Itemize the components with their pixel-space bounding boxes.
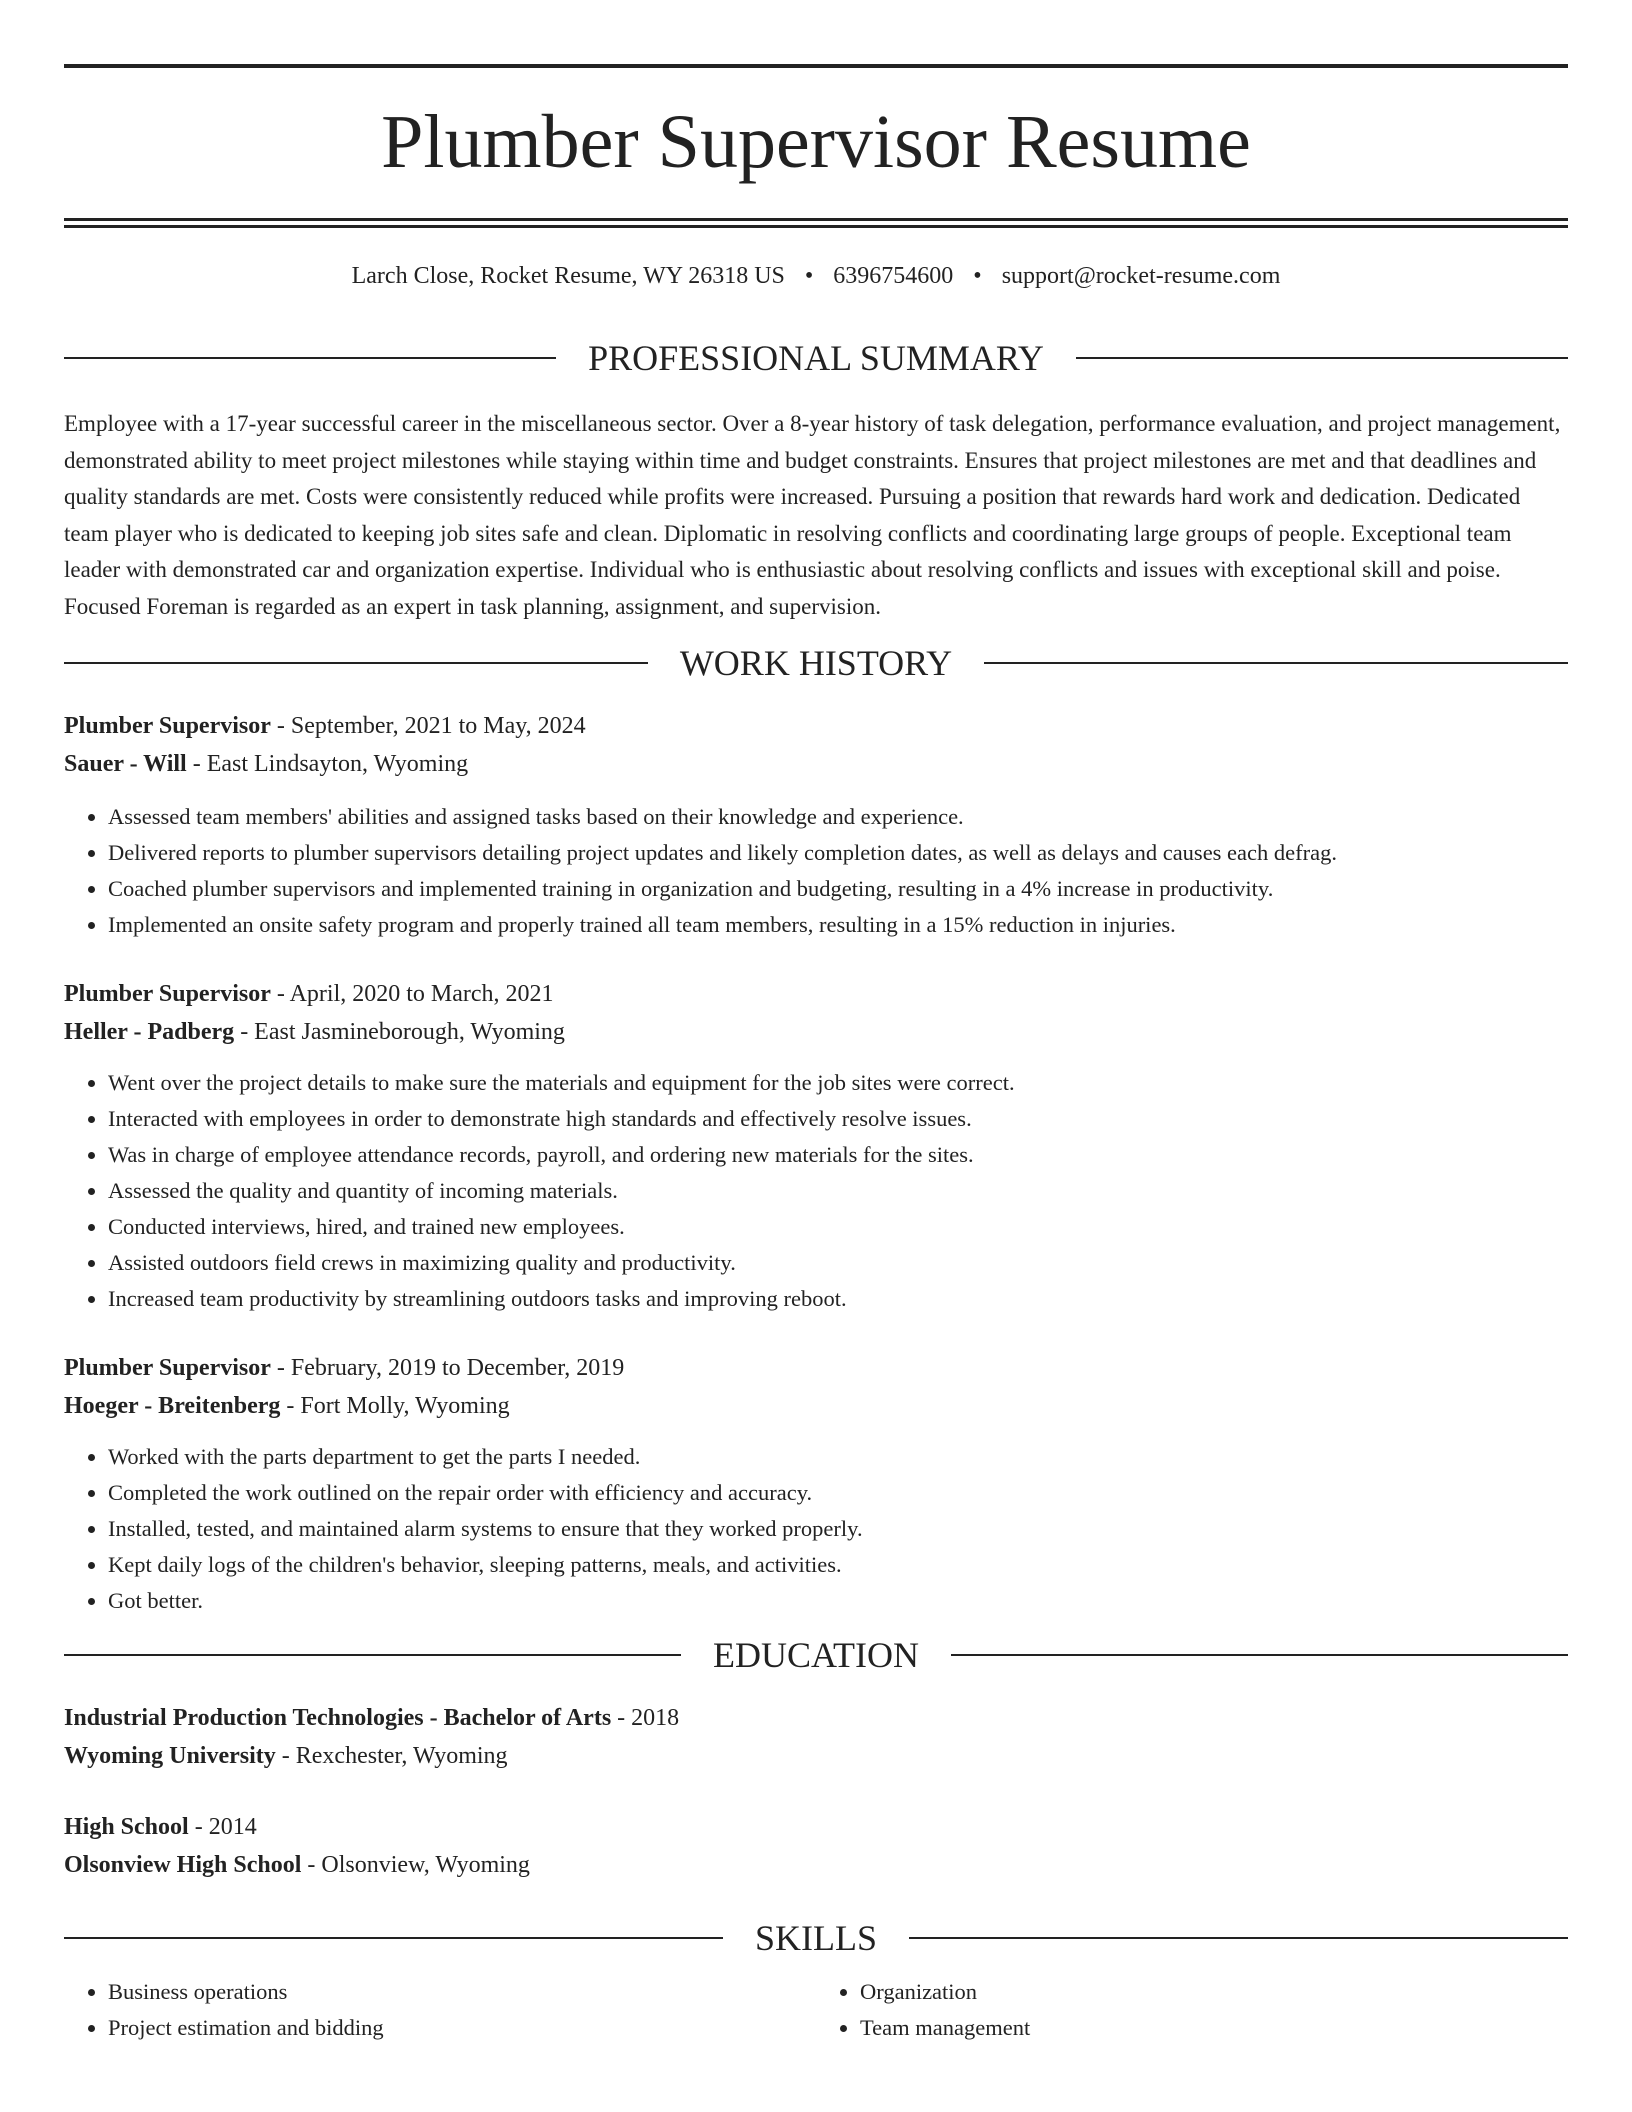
section-title: WORK HISTORY [679, 643, 953, 683]
list-item: • Interacted with employees in order to demonstrate high standards and effectively resolve issues. [108, 1101, 1568, 1137]
list-item: • Got better. [108, 1583, 1568, 1619]
job-title: Plumber Supervisor [64, 1355, 271, 1381]
job-bullets [64, 1439, 1568, 1619]
education-location: - Olsonview, Wyoming [301, 1852, 530, 1878]
page-title: Plumber Supervisor Resume [381, 100, 1251, 184]
list-item: • Team management [860, 2010, 1568, 2046]
list-item: • Conducted interviews, hired, and trained new employees. [108, 1209, 1568, 1245]
education-degree: High School [64, 1814, 189, 1840]
list-item: • Worked with the parts department to get the parts I needed. [108, 1439, 1568, 1475]
contact-address: Larch Close, Rocket Resume, WY 26318 US [351, 263, 785, 289]
job-bullets [64, 1065, 1568, 1317]
job-location: - Fort Molly, Wyoming [280, 1393, 510, 1419]
job-company-line [64, 1387, 1568, 1425]
list-item: • Business operations [108, 1974, 816, 2010]
education-year: - 2018 [611, 1705, 680, 1731]
education-degree-line [64, 1808, 1568, 1846]
job-location: - East Jasmineborough, Wyoming [234, 1019, 565, 1045]
resume-page [64, 0, 1568, 2046]
heading-rule [984, 662, 1568, 664]
list-item: • Completed the work outlined on the repair order with efficiency and accuracy. [108, 1475, 1568, 1511]
heading-rule [951, 1654, 1568, 1656]
heading-rule [909, 1937, 1568, 1939]
job-company: Sauer - Will [64, 751, 187, 777]
contact-phone: 6396754600 [833, 263, 954, 289]
job-entry [64, 975, 1568, 1317]
job-company: Heller - Padberg [64, 1019, 235, 1045]
list-item: • Assessed team members' abilities and assigned tasks based on their knowledge and experience. [108, 799, 1568, 835]
education-school-line [64, 1846, 1568, 1884]
section-heading-education [64, 1637, 1568, 1673]
heading-rule [1076, 357, 1568, 359]
education-entry [64, 1699, 1568, 1775]
list-item: • Went over the project details to make sure the materials and equipment for the job sites were correct. [108, 1065, 1568, 1101]
job-bullets [64, 799, 1568, 943]
job-title: Plumber Supervisor [64, 981, 271, 1007]
job-dates: - February, 2019 to December, 2019 [270, 1355, 625, 1381]
section-heading-skills [64, 1920, 1568, 1956]
contact-separator: • [804, 263, 814, 289]
job-title-line [64, 1349, 1568, 1387]
skills-columns [64, 1974, 1568, 2046]
job-company: Hoeger - Breitenberg [64, 1393, 281, 1419]
summary-text: Employee with a 17-year successful career in the miscellaneous sector. Over a 8-year history of task delegation, performance evaluation, and project management, demonstrated ability to meet project milestones while staying within time and budget constraints. Ensures that project milestones are met and that deadlines and quality standards are met. Costs were consistently reduced while profits were increased. Pursuing a position that rewards hard work and dedication. Dedicated team player who is dedicated to keeping job sites safe and clean. Diplomatic in resolving conflicts and coordinating large groups of people. Exceptional team leader with demonstrated car and organization expertise. Individual who is enthusiastic about resolving conflicts and issues with exceptional skill and poise. Focused Foreman is regarded as an expert in task planning, assignment, and supervision. [64, 411, 1561, 619]
section-title: SKILLS [755, 1918, 878, 1958]
title-double-rule [64, 218, 1568, 228]
contact-line [64, 264, 1568, 288]
list-item: • Delivered reports to plumber supervisors detailing project updates and likely completion dates, as well as delays and causes each defrag. [108, 835, 1568, 871]
section-heading-summary [64, 340, 1568, 376]
list-item: • Coached plumber supervisors and implemented training in organization and budgeting, resulting in a 4% increase in productivity. [108, 871, 1568, 907]
job-location: - East Lindsayton, Wyoming [186, 751, 469, 777]
list-item: • Organization [860, 1974, 1568, 2010]
heading-rule [64, 357, 556, 359]
education-year: - 2014 [188, 1814, 257, 1840]
job-title-line [64, 707, 1568, 745]
list-item: • Assisted outdoors field crews in maximizing quality and productivity. [108, 1245, 1568, 1281]
job-entry [64, 1349, 1568, 1619]
education-school-line [64, 1737, 1568, 1775]
skills-list-right [816, 1974, 1568, 2046]
list-item: • Was in charge of employee attendance records, payroll, and ordering new materials for the sites. [108, 1137, 1568, 1173]
list-item: • Installed, tested, and maintained alarm systems to ensure that they worked properly. [108, 1511, 1568, 1547]
section-title: PROFESSIONAL SUMMARY [588, 338, 1044, 378]
education-school: Wyoming University [64, 1743, 276, 1769]
education-location: - Rexchester, Wyoming [275, 1743, 508, 1769]
education-degree: Industrial Production Technologies - Bachelor of Arts [64, 1705, 612, 1731]
title-block [64, 64, 1568, 228]
contact-separator: • [973, 263, 982, 289]
job-dates: - September, 2021 to May, 2024 [270, 713, 586, 739]
list-item: • Increased team productivity by streamlining outdoors tasks and improving reboot. [108, 1281, 1568, 1317]
job-company-line [64, 745, 1568, 783]
skills-list-left [64, 1974, 816, 2046]
list-item: • Project estimation and bidding [108, 2010, 816, 2046]
education-degree-line [64, 1699, 1568, 1737]
list-item: • Kept daily logs of the children's behavior, sleeping patterns, meals, and activities. [108, 1547, 1568, 1583]
list-item: • Implemented an onsite safety program and properly trained all team members, resulting in a 15% reduction in injuries. [108, 907, 1568, 943]
heading-rule [64, 1937, 723, 1939]
job-dates: - April, 2020 to March, 2021 [270, 981, 554, 1007]
education-entry [64, 1808, 1568, 1884]
list-item: • Assessed the quality and quantity of incoming materials. [108, 1173, 1568, 1209]
contact-email: support@rocket-resume.com [1001, 263, 1281, 289]
section-heading-work [64, 645, 1568, 681]
job-title: Plumber Supervisor [64, 713, 271, 739]
job-title-line [64, 975, 1568, 1013]
education-school: Olsonview High School [64, 1852, 302, 1878]
job-entry [64, 707, 1568, 943]
job-company-line [64, 1013, 1568, 1051]
heading-rule [64, 1654, 681, 1656]
section-title: EDUCATION [713, 1635, 919, 1675]
heading-rule [64, 662, 648, 664]
